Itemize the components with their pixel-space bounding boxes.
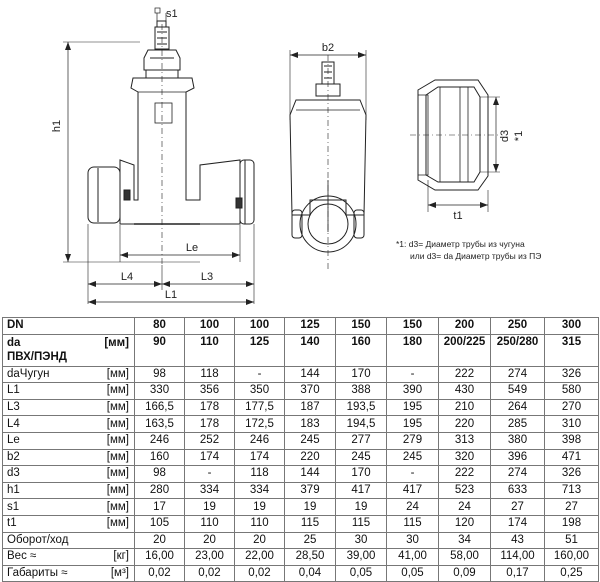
row-label-text: Le — [7, 434, 20, 447]
table-row — [3, 416, 599, 433]
table-cell: 277 — [336, 432, 387, 449]
table-cell: 285 — [491, 416, 545, 433]
table-cell: 356 — [185, 383, 235, 400]
row-unit: [мм] — [106, 484, 129, 497]
table-cell: 20 — [235, 532, 285, 549]
dim-label-d3: d3 — [499, 129, 511, 143]
row-unit: [мм] — [106, 367, 129, 380]
table-row-da — [3, 334, 599, 366]
row-unit: [мм] — [106, 384, 129, 397]
table-cell: 274 — [491, 466, 545, 483]
table-cell: 34 — [439, 532, 491, 549]
table-cell: 174 — [185, 449, 235, 466]
table-cell: 370 — [285, 383, 336, 400]
table-cell: 471 — [545, 449, 599, 466]
table-cell: 25 — [285, 532, 336, 549]
table-cell: 20 — [185, 532, 235, 549]
table-cell: 118 — [235, 466, 285, 483]
table-row — [3, 565, 599, 582]
table-cell: 222 — [439, 466, 491, 483]
table-cell: 98 — [135, 466, 185, 483]
row-label-dn: DN — [3, 318, 135, 335]
table-cell: 160,00 — [545, 549, 599, 566]
da-value: 200/225 — [439, 334, 491, 366]
table-cell: 144 — [285, 366, 336, 383]
row-label-text: L1 — [7, 384, 20, 397]
table-cell: 120 — [439, 515, 491, 532]
dn-value: 80 — [135, 318, 185, 335]
dim-label-l3: L3 — [200, 271, 214, 283]
table-cell: 264 — [491, 399, 545, 416]
table-cell: 172,5 — [235, 416, 285, 433]
table-cell: 270 — [545, 399, 599, 416]
table-cell: 27 — [545, 499, 599, 516]
table-cell: 166,5 — [135, 399, 185, 416]
table-cell: 523 — [439, 482, 491, 499]
row-label-da — [3, 334, 135, 366]
table-row — [3, 449, 599, 466]
table-cell: 330 — [135, 383, 185, 400]
row-unit: [мм] — [106, 401, 129, 414]
table-cell: 398 — [545, 432, 599, 449]
table-cell: 27 — [491, 499, 545, 516]
table-cell: 58,00 — [439, 549, 491, 566]
table-cell: 0,02 — [185, 565, 235, 582]
row-label — [3, 449, 135, 466]
da-sublabel: ПВХ/ПЭНД — [7, 351, 67, 364]
dim-label-le: Le — [185, 242, 199, 254]
table-cell: 274 — [491, 366, 545, 383]
row-label-text: L4 — [7, 417, 20, 430]
table-cell: 43 — [491, 532, 545, 549]
table-cell: 379 — [285, 482, 336, 499]
table-cell: 178 — [185, 399, 235, 416]
table-cell: 19 — [185, 499, 235, 516]
table-cell: 417 — [387, 482, 439, 499]
table-cell: 245 — [387, 449, 439, 466]
da-value: 180 — [387, 334, 439, 366]
row-unit: [м³] — [110, 567, 129, 580]
table-cell: 313 — [439, 432, 491, 449]
table-cell: - — [185, 466, 235, 483]
table-cell: 246 — [135, 432, 185, 449]
table-cell: 417 — [336, 482, 387, 499]
table-cell: 115 — [285, 515, 336, 532]
row-unit: [мм] — [106, 434, 129, 447]
row-label — [3, 565, 135, 582]
da-value: 125 — [235, 334, 285, 366]
table-cell: 23,00 — [185, 549, 235, 566]
table-row — [3, 482, 599, 499]
table-row — [3, 549, 599, 566]
dn-value: 100 — [235, 318, 285, 335]
da-value: 90 — [135, 334, 185, 366]
row-label-text: d3 — [7, 467, 20, 480]
table-cell: 41,00 — [387, 549, 439, 566]
row-unit: [мм] — [106, 417, 129, 430]
table-cell: 115 — [387, 515, 439, 532]
row-label — [3, 532, 135, 549]
table-cell: 16,00 — [135, 549, 185, 566]
table-row — [3, 399, 599, 416]
table-cell: 110 — [235, 515, 285, 532]
table-cell: 245 — [285, 432, 336, 449]
row-label-text: b2 — [7, 450, 20, 463]
table-cell: 0,02 — [235, 565, 285, 582]
row-label-text: Оборот/ход — [7, 533, 69, 546]
row-unit: [мм] — [106, 517, 129, 530]
table-cell: 174 — [491, 515, 545, 532]
table-cell: 0,05 — [336, 565, 387, 582]
dn-value: 150 — [336, 318, 387, 335]
table-cell: 22,00 — [235, 549, 285, 566]
table-cell: 19 — [336, 499, 387, 516]
table-row — [3, 532, 599, 549]
table-cell: 0,04 — [285, 565, 336, 582]
table-cell: 0,02 — [135, 565, 185, 582]
table-cell: 380 — [491, 432, 545, 449]
table-cell: 279 — [387, 432, 439, 449]
row-label-text: Габариты ≈ — [7, 567, 68, 580]
row-label — [3, 499, 135, 516]
row-label — [3, 482, 135, 499]
table-cell: 178 — [185, 416, 235, 433]
table-cell: 396 — [491, 449, 545, 466]
dn-value: 100 — [185, 318, 235, 335]
table-cell: 98 — [135, 366, 185, 383]
table-cell: 105 — [135, 515, 185, 532]
table-cell: 210 — [439, 399, 491, 416]
table-cell: 220 — [285, 449, 336, 466]
row-label-text: daЧугун — [7, 367, 50, 380]
table-cell: 28,50 — [285, 549, 336, 566]
table-cell: - — [387, 466, 439, 483]
table-cell: 187 — [285, 399, 336, 416]
table-row — [3, 383, 599, 400]
dim-label-l1: L1 — [164, 289, 178, 301]
table-cell: 220 — [439, 416, 491, 433]
dn-value: 125 — [285, 318, 336, 335]
table-cell: 326 — [545, 466, 599, 483]
table-row-dn — [3, 318, 599, 335]
table-cell: 195 — [387, 416, 439, 433]
front-view-valve — [88, 21, 254, 224]
row-label — [3, 466, 135, 483]
table-cell: 24 — [439, 499, 491, 516]
table-cell: 115 — [336, 515, 387, 532]
row-label — [3, 399, 135, 416]
dim-label-star1: *1 — [513, 130, 525, 142]
table-cell: 30 — [336, 532, 387, 549]
footnote-line-1: *1: d3= Диаметр трубы из чугуна — [396, 239, 525, 249]
da-unit: [мм] — [104, 337, 129, 350]
table-row — [3, 515, 599, 532]
table-cell: 19 — [285, 499, 336, 516]
table-cell: 633 — [491, 482, 545, 499]
table-cell: 713 — [545, 482, 599, 499]
row-label — [3, 416, 135, 433]
table-cell: 30 — [387, 532, 439, 549]
da-value: 140 — [285, 334, 336, 366]
table-cell: 19 — [235, 499, 285, 516]
table-cell: 0,09 — [439, 565, 491, 582]
table-cell: 222 — [439, 366, 491, 383]
da-label: da — [7, 337, 21, 350]
table-cell: 170 — [336, 366, 387, 383]
specification-table — [2, 317, 599, 582]
table-cell: 24 — [387, 499, 439, 516]
table-cell: 245 — [336, 449, 387, 466]
table-cell: 310 — [545, 416, 599, 433]
footnote-line-2: или d3= da Диаметр трубы из ПЭ — [410, 251, 542, 261]
table-cell: 350 — [235, 383, 285, 400]
da-value: 315 — [545, 334, 599, 366]
dim-label-h1: h1 — [51, 119, 63, 133]
row-label-text: h1 — [7, 484, 20, 497]
table-cell: 390 — [387, 383, 439, 400]
dn-value: 150 — [387, 318, 439, 335]
specification-table-body — [3, 318, 599, 582]
row-unit — [129, 533, 131, 548]
row-label — [3, 366, 135, 383]
table-cell: 39,00 — [336, 549, 387, 566]
row-label — [3, 383, 135, 400]
row-label-text: L3 — [7, 401, 20, 414]
table-cell: 252 — [185, 432, 235, 449]
dn-value: 250 — [491, 318, 545, 335]
table-cell: 326 — [545, 366, 599, 383]
table-cell: 334 — [235, 482, 285, 499]
row-unit: [мм] — [106, 467, 129, 480]
table-row — [3, 499, 599, 516]
row-unit: [кг] — [113, 550, 129, 563]
table-cell: 193,5 — [336, 399, 387, 416]
dim-label-t1: t1 — [453, 210, 463, 222]
row-unit: [мм] — [106, 450, 129, 463]
row-label-text: Вес ≈ — [7, 550, 37, 563]
table-row — [3, 466, 599, 483]
table-cell: 580 — [545, 383, 599, 400]
table-cell: 51 — [545, 532, 599, 549]
table-cell: 110 — [185, 515, 235, 532]
table-cell: 163,5 — [135, 416, 185, 433]
dim-label-b2: b2 — [321, 42, 335, 54]
row-unit: [мм] — [106, 500, 129, 513]
table-cell: 195 — [387, 399, 439, 416]
table-cell: 174 — [235, 449, 285, 466]
row-label — [3, 515, 135, 532]
table-cell: 198 — [545, 515, 599, 532]
dn-value: 200 — [439, 318, 491, 335]
table-cell: 549 — [491, 383, 545, 400]
table-cell: 177,5 — [235, 399, 285, 416]
table-cell: 144 — [285, 466, 336, 483]
table-cell: 118 — [185, 366, 235, 383]
table-cell: 0,17 — [491, 565, 545, 582]
table-cell: 17 — [135, 499, 185, 516]
da-value: 250/280 — [491, 334, 545, 366]
table-row — [3, 366, 599, 383]
table-cell: 160 — [135, 449, 185, 466]
dim-label-l4: L4 — [120, 271, 134, 283]
table-cell: 388 — [336, 383, 387, 400]
table-cell: 246 — [235, 432, 285, 449]
table-cell: 170 — [336, 466, 387, 483]
table-cell: 0,25 — [545, 565, 599, 582]
table-cell: 280 — [135, 482, 185, 499]
table-cell: 183 — [285, 416, 336, 433]
dim-label-s1: s1 — [166, 8, 178, 20]
row-label — [3, 432, 135, 449]
table-row — [3, 432, 599, 449]
table-cell: 194,5 — [336, 416, 387, 433]
table-cell: - — [235, 366, 285, 383]
table-cell: 320 — [439, 449, 491, 466]
table-cell: 114,00 — [491, 549, 545, 566]
table-cell: - — [387, 366, 439, 383]
row-label-text: s1 — [7, 500, 20, 513]
da-value: 160 — [336, 334, 387, 366]
table-cell: 430 — [439, 383, 491, 400]
da-value: 110 — [185, 334, 235, 366]
dn-value: 300 — [545, 318, 599, 335]
row-label-text: t1 — [7, 517, 17, 530]
table-cell: 0,05 — [387, 565, 439, 582]
table-cell: 334 — [185, 482, 235, 499]
row-label — [3, 549, 135, 566]
table-cell: 20 — [135, 532, 185, 549]
